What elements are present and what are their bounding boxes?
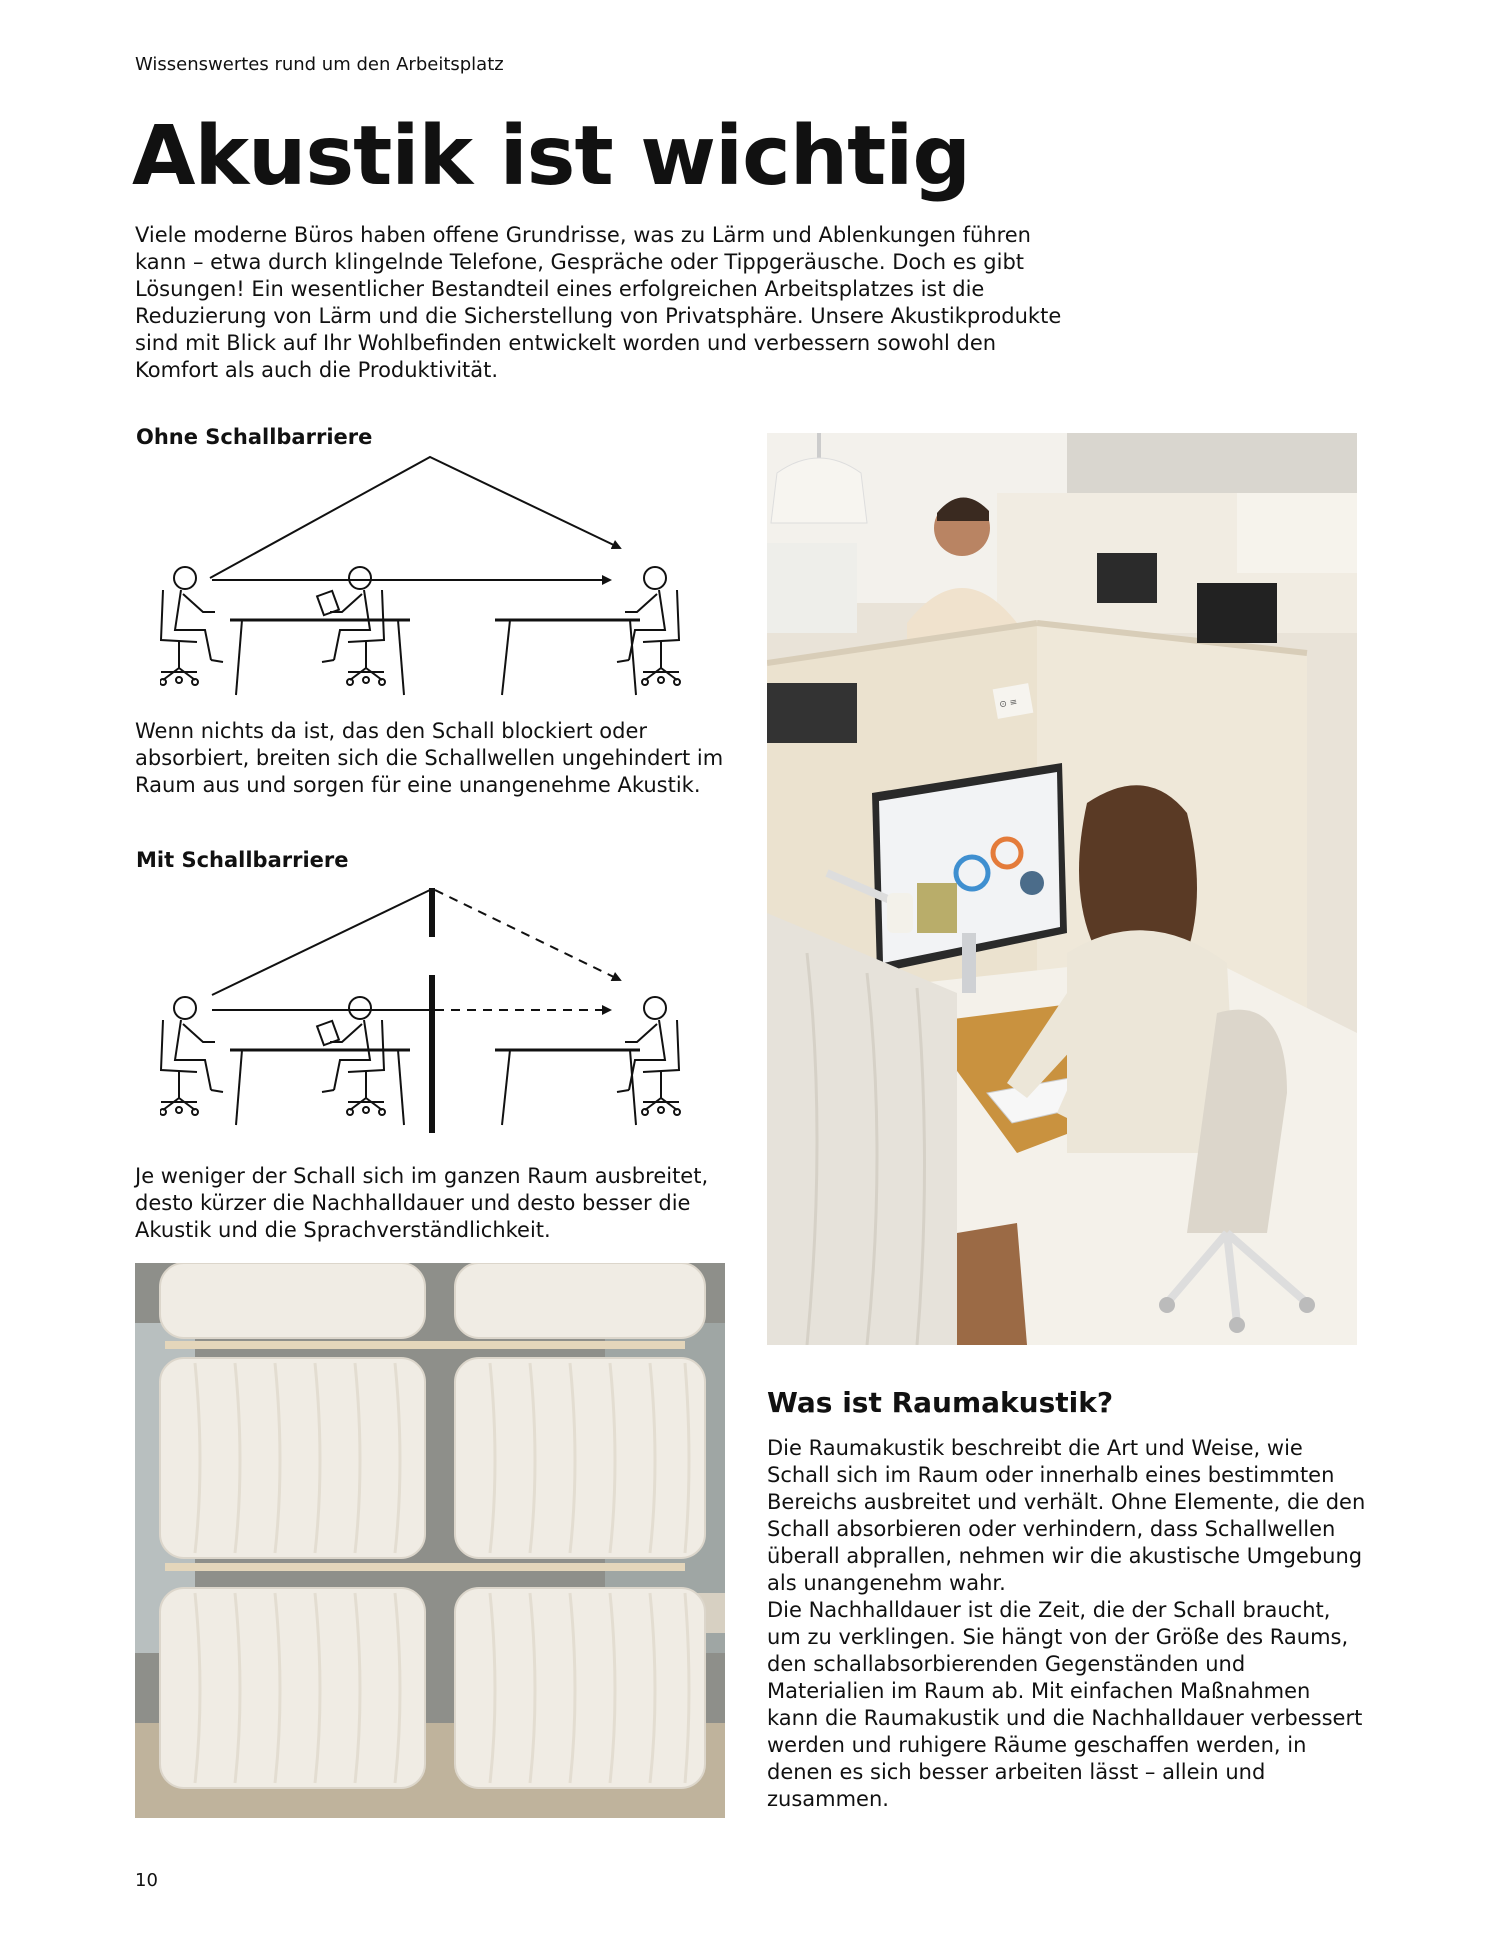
office-cubicle-photo bbox=[767, 433, 1357, 1345]
diagram-without-caption: Wenn nichts da ist, das den Schall blockiert oder absorbiert, breiten sich die Schallwellen ungehindert im Raum aus und sorgen für eine unangenehme Akustik. bbox=[135, 719, 724, 797]
diagram-without-barrier bbox=[160, 445, 700, 710]
office-photo-screen-label: ⊙ ≡ bbox=[998, 697, 1019, 711]
info-paragraph-1: Die Raumakustik beschreibt die Art und Weise, wie Schall sich im Raum oder innerhalb eines bestimmten Bereichs ausbreitet und verhält. Ohne Elemente, die den Schall absorbieren oder verhindern, dass Schallwellen überall abprallen, nehmen wir die akustische Umgebung als unangenehm wahr. bbox=[767, 1436, 1366, 1595]
acoustic-panels-photo bbox=[135, 1263, 725, 1818]
info-text bbox=[767, 1435, 1367, 1813]
diagram-without-label: Ohne Schallbarriere bbox=[136, 425, 373, 449]
info-heading: Was ist Raumakustik? bbox=[767, 1386, 1114, 1419]
info-paragraph-2: Die Nachhalldauer ist die Zeit, die der Schall braucht, um zu verklingen. Sie hängt von der Größe des Raums, den schallabsorbierenden Gegenständen und Materialien im Raum ab. Mit einfachen Maßnahmen kann die Raumakustik und die Nachhalldauer verbessert werden und ruhigere Räume geschaffen werden, in denen es sich besser arbeiten lässt – allein und zusammen. bbox=[767, 1598, 1363, 1811]
page-title: Akustik ist wichtig bbox=[132, 109, 971, 204]
intro-paragraph: Viele moderne Büros haben offene Grundrisse, was zu Lärm und Ablenkungen führen kann – etwa durch klingelnde Telefone, Gespräche oder Tippgeräusche. Doch es gibt Lösungen! Ein wesentlicher Bestandteil eines erfolgreichen Arbeitsplatzes ist die Reduzierung von Lärm und die Sicherstellung von Privatsphäre. Unsere Akustikprodukte sind mit Blick auf Ihr Wohlbefinden entwickelt worden und verbessern sowohl den Komfort als auch die Produktivität. bbox=[135, 223, 1062, 382]
page-number: 10 bbox=[135, 1870, 158, 1891]
diagram-with-barrier bbox=[160, 875, 700, 1140]
diagram-with-label: Mit Schallbarriere bbox=[136, 848, 349, 872]
section-kicker: Wissenswertes rund um den Arbeitsplatz bbox=[135, 54, 504, 75]
diagram-with-caption: Je weniger der Schall sich im ganzen Raum ausbreitet, desto kürzer die Nachhalldauer und desto besser die Akustik und die Sprachverständlichkeit. bbox=[135, 1164, 709, 1242]
